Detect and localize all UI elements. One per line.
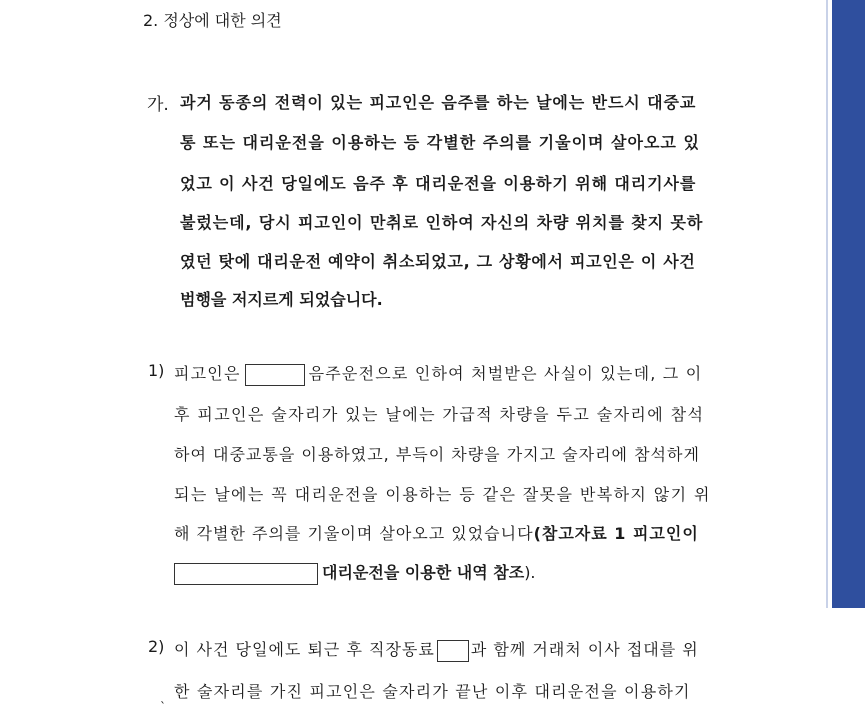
section-heading: 2. 정상에 대한 의견: [143, 11, 282, 30]
item-1-line-5-ref: (참고자료 1 피고인이: [533, 524, 699, 543]
item-1-line-4: 되는 날에는 꼭 대리운전을 이용하는 등 같은 잘못을 반복하지 않기 위: [174, 485, 711, 504]
item-1-line-6: [174, 560, 536, 585]
section-a-line-6: 범행을 저지르게 되었습니다.: [180, 290, 383, 309]
section-a-line-4: 불렀는데, 당시 피고인이 만취로 인하여 자신의 차량 위치를 찾지 못하: [180, 213, 704, 232]
section-a-line-5: 였던 탓에 대리운전 예약이 취소되었고, 그 상황에서 피고인은 이 사건: [180, 252, 696, 271]
item-1-line-6-end: ).: [524, 563, 536, 582]
binding-bar: [832, 0, 865, 608]
section-a-line-3: 었고 이 사건 당일에도 음주 후 대리운전을 이용하기 위해 대리기사를: [180, 174, 697, 193]
item-1-line-1: [174, 361, 702, 386]
item-2-line-1-end: 과 함께 거래처 이사 접대를 위: [470, 640, 699, 659]
item-1-line-5: [174, 521, 699, 544]
item-1-marker: 1): [148, 361, 165, 380]
section-a-marker: 가.: [147, 95, 169, 115]
item-1-line-5-text: 해 각별한 주의를 기울이며 살아오고 있었습니다: [174, 524, 534, 543]
item-1-line-1-end: 음주운전으로 인하여 처벌받은 사실이 있는데, 그 이: [308, 364, 703, 383]
item-2-line-1-start: 이 사건 당일에도 퇴근 후 직장동료: [174, 640, 435, 659]
item-1-line-6-ref: 대리운전을 이용한 내역 참조: [322, 563, 525, 582]
item-2-line-1: [174, 637, 699, 662]
redaction-box: [437, 640, 469, 662]
item-1-line-2: 후 피고인은 술자리가 있는 날에는 가급적 차량을 두고 술자리에 참석: [174, 405, 705, 424]
item-2-marker: 2): [148, 637, 165, 656]
item-2-line-2: 한 술자리를 가진 피고인은 술자리가 끝난 이후 대리운전을 이용하기: [174, 682, 691, 701]
binding-bar-edge: [826, 0, 828, 608]
scan-mark: `: [160, 700, 166, 714]
redaction-box: [174, 563, 318, 585]
section-a-line-2: 통 또는 대리운전을 이용하는 등 각별한 주의를 기울이며 살아오고 있: [180, 133, 700, 152]
item-1-line-1-start: 피고인은: [174, 364, 241, 383]
item-1-line-3: 하여 대중교통을 이용하였고, 부득이 차량을 가지고 술자리에 참석하게: [174, 445, 700, 464]
redaction-box: [245, 364, 305, 386]
section-a-line-1: 과거 동종의 전력이 있는 피고인은 음주를 하는 날에는 반드시 대중교: [180, 93, 697, 112]
